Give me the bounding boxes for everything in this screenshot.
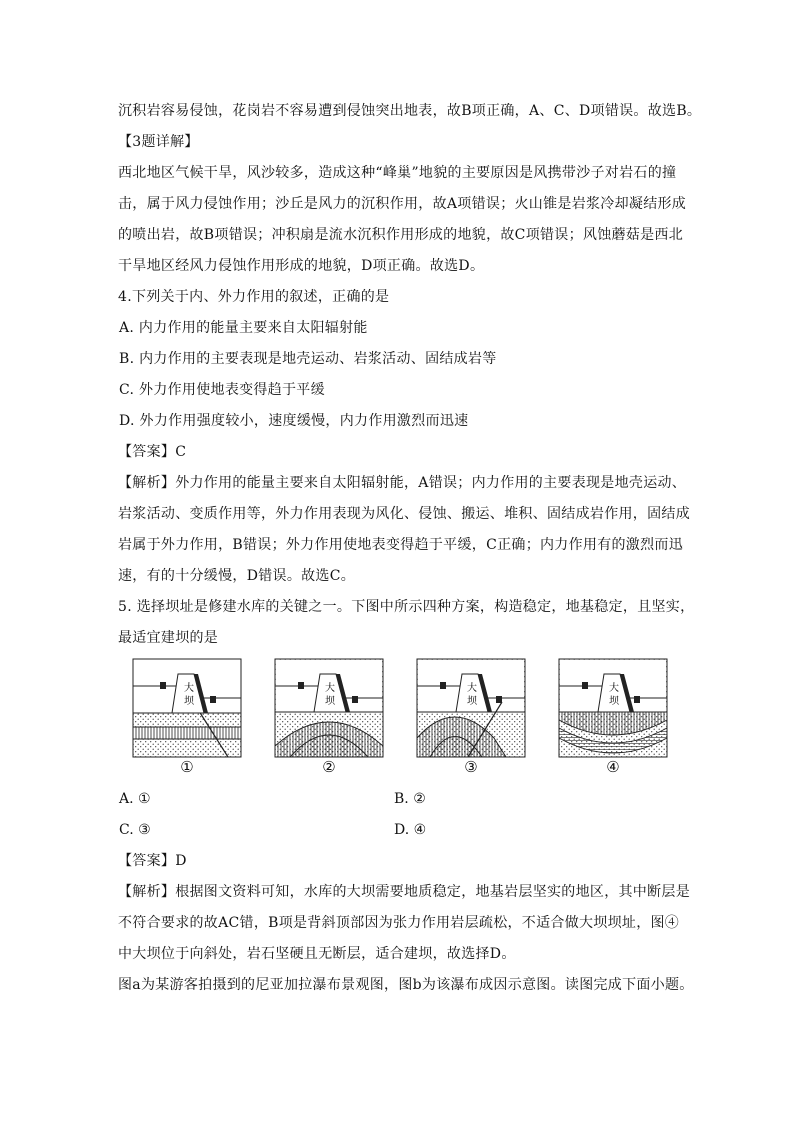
dam-label-bottom: 坝: [467, 696, 477, 707]
q5-option-c: C. ③: [119, 822, 151, 838]
intro-line-5: 的喷出岩，故B项错误；冲积扇是流水沉积作用形成的地貌，故C项错误；风蚀蘑菇是西北: [118, 227, 683, 243]
q4-analysis-1: 【解析】外力作用的能量主要来自太阳辐射能，A错误；内力作用的主要表现是地壳运动、: [118, 475, 687, 491]
q5-option-row-2: [118, 815, 678, 846]
q4-option-b: B. 内力作用的主要表现是地壳运动、岩浆活动、固结成岩等: [119, 351, 497, 367]
figure-label-3: ③: [464, 758, 478, 776]
dam-figure-2: [274, 658, 384, 776]
q4-analysis-2: 岩浆活动、变质作用等，外力作用表现为风化、侵蚀、搬运、堆积、固结成岩作用，固结成: [118, 506, 690, 522]
q5-analysis-2: 不符合要求的故AC错，B项是背斜顶部因为张力作用岩层疏松，不适合做大坝坝址，图④: [118, 915, 680, 931]
q5-stem-2: 最适宜建坝的是: [118, 630, 219, 646]
q4-analysis-3: 岩属于外力作用，B错误；外力作用使地表变得趋于平缓，C正确；内力作用有的激烈而迅: [118, 537, 683, 553]
intro-line-4: 击，属于风力侵蚀作用；沙丘是风力的沉积作用，故A项错误；火山锥是岩浆冷却凝结形成: [118, 196, 687, 212]
q4-stem: 4.下列关于内、外力作用的叙述，正确的是: [118, 289, 390, 305]
q4-answer: 【答案】C: [118, 444, 187, 460]
dam-figure-1: [132, 658, 242, 776]
q5-option-b: B. ②: [394, 791, 426, 807]
q5-analysis-1: 【解析】根据图文资料可知，水库的大坝需要地质稳定，地基岩层坚实的地区，其中断层是: [118, 884, 690, 900]
q5-answer: 【答案】D: [118, 853, 187, 869]
q5-option-d: D. ④: [394, 822, 427, 838]
section-heading-3: 【3题详解】: [118, 134, 199, 150]
dam-label-top: 大: [184, 683, 194, 694]
figure-label-4: ④: [606, 758, 620, 776]
dam-figure-4: [558, 658, 668, 776]
dam-label-top: 大: [467, 683, 477, 694]
q5-option-row-1: [118, 784, 678, 815]
dam-label-bottom: 坝: [184, 696, 194, 707]
q5-option-a: A. ①: [119, 791, 151, 807]
dam-label-top: 大: [609, 683, 619, 694]
figure-label-2: ②: [322, 758, 336, 776]
q4-analysis-4: 速，有的十分缓慢，D错误。故选C。: [118, 568, 356, 584]
figure-label-1: ①: [180, 758, 194, 776]
intro-line-6: 干旱地区经风力侵蚀作用形成的地貌，D项正确。故选D。: [118, 258, 485, 274]
dam-label-bottom: 坝: [325, 696, 335, 707]
dam-figure-3: [416, 658, 526, 776]
document-page: [118, 96, 702, 1001]
q4-option-d: D. 外力作用强度较小，速度缓慢，内力作用激烈而迅速: [119, 413, 469, 429]
intro-line-1: 沉积岩容易侵蚀，花岗岩不容易遭到侵蚀突出地表，故B项正确，A、C、D项错误。故选B。: [118, 103, 702, 119]
closing-line: 图a为某游客拍摄到的尼亚加拉瀑布景观图，图b为该瀑布成因示意图。读图完成下面小题。: [118, 977, 694, 993]
dam-figures: [118, 658, 678, 778]
q5-analysis-3: 中大坝位于向斜处，岩石坚硬且无断层，适合建坝，故选择D。: [118, 946, 516, 962]
q4-option-a: A. 内力作用的能量主要来自太阳辐射能: [119, 320, 368, 336]
q5-stem-1: 5. 选择坝址是修建水库的关键之一。下图中所示四种方案，构造稳定，地基稳定，且坚实，: [118, 599, 695, 615]
dam-label-top: 大: [325, 683, 335, 694]
intro-line-3: 西北地区气候干旱，风沙较多，造成这种“峰巢”地貌的主要原因是风携带沙子对岩石的撞: [118, 165, 677, 181]
dam-label-bottom: 坝: [609, 696, 619, 707]
q4-option-c: C. 外力作用使地表变得趋于平缓: [119, 382, 325, 398]
